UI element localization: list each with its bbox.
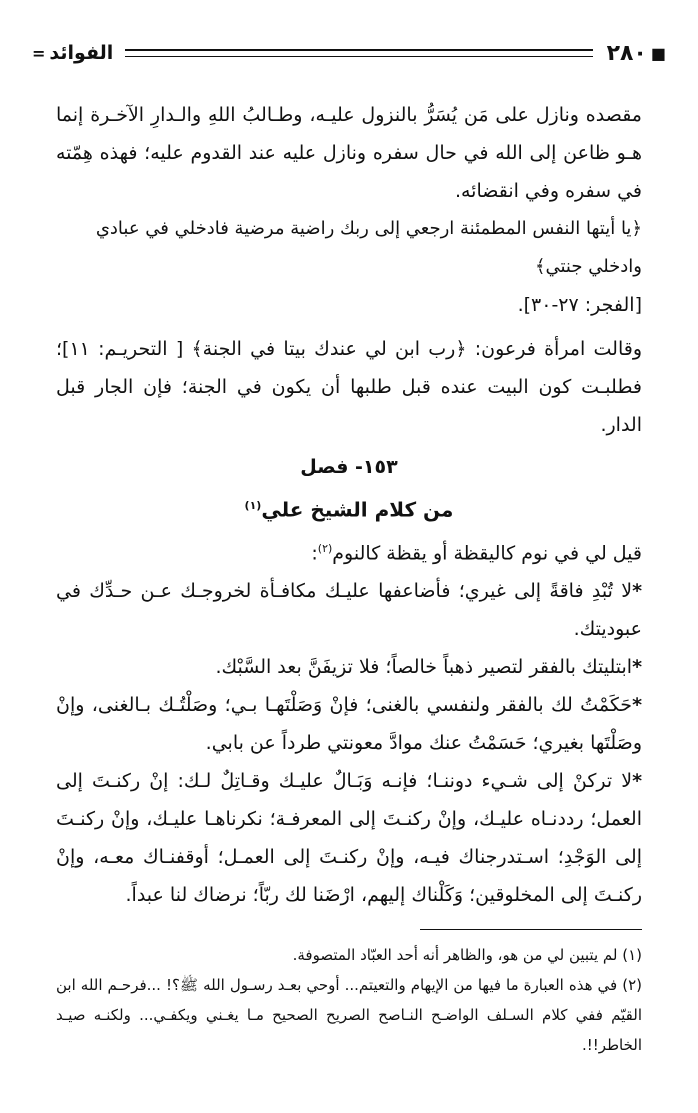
page-header <box>28 38 670 68</box>
saying-2-text: ابتليتك بالفقر لتصير ذهباً خالصاً؛ فلا تزيفَنَّ بعد السَّبْك. <box>215 655 633 678</box>
quran-verse-2: ﴿رب ابن لي عندك بيتا في الجنة﴾ <box>191 338 467 360</box>
saying-1-text: لا تُبْدِ فاقةً إلى غيري؛ فأضاعفها عليـك مكافـأة لخروجـك عـن حـدِّك في عبوديتك. <box>56 579 642 640</box>
section-title-footnote-ref: (١) <box>244 499 262 512</box>
bullet-star: * <box>632 579 642 602</box>
saying-1 <box>56 572 642 648</box>
page-number: ٢٨٠ <box>606 40 647 66</box>
bullet-star: * <box>632 655 642 678</box>
footnotes <box>56 940 642 1060</box>
section-title-text: من كلام الشيخ علي <box>261 497 454 522</box>
saying-2 <box>56 648 642 686</box>
footnote-1: (١) لم يتبين لي من هو، والظاهر أنه أحد العبّاد المتصوفة. <box>292 946 642 964</box>
quran-verse-1 <box>56 210 642 286</box>
sayings-intro-footnote-ref: (٢) <box>317 541 333 555</box>
sayings-intro-colon: : <box>311 541 318 564</box>
verse-1-text: ﴿يا أيتها النفس المطمئنة ارجعي إلى ربك راضية مرضية فادخلي في عبادي وادخلي جنتي﴾ <box>95 218 642 277</box>
saying-4 <box>56 762 642 914</box>
bullet-star: * <box>632 693 642 716</box>
paragraph-2-end: [ التحريـم: ١١]؛ فطلبـت كون البيت عنده قبل طلبها أن يكون في الجنة؛ فإن الجار قبل الدار. <box>56 338 642 436</box>
saying-3-text: حَكَمْتُ لك بالفقر ولنفسي بالغنى؛ فإنْ وَصَلْتَهـا بـي؛ وصَلْتُـك بـالغنى، وإنْ وصَلْتَها بغيري؛ حَسَمْتُ عنك موادَّ معونتي طرداً عن بابي. <box>56 693 642 754</box>
paragraph-2-start: وقالت امرأة فرعون: <box>466 338 643 360</box>
saying-3 <box>56 686 642 762</box>
bullet-star: * <box>632 769 642 792</box>
book-title: الفوائد <box>49 42 114 64</box>
saying-4-text: لا تركنْ إلى شـيء دوننـا؛ فإنـه وَبَـالٌ عليـك وقـاتِلٌ لـك: إنْ ركنـتَ إلى العمل؛ رددنـاه عليـك، وإنْ ركنـتَ إلى المعرفـة؛ نكرناهـا عليـك، وإنْ ركنـتَ إلى الوَجْدِ؛ اسـتدرجناك فيـه، وإنْ ركنـتَ إلى العمـل؛ أوقفنـاك معـه، وإنْ ركنـتَ إلى المخلوقين؛ وَكَلْناك إليهم، ارْضَنا لك ربّاً؛ نرضاك لنا عبداً. <box>56 769 642 906</box>
footnote-2: (٢) في هذه العبارة ما فيها من الإيهام والتعيتم... أوحي بعـد رسـول الله ﷺ؟! ...فرحـم الله ابن القيّم ففي كلام السـلف الواضـح النـاصح الصريح الصحيح مـا يغـني ويكفـي... ولكنـه صيـد الخاطر!!. <box>56 976 642 1054</box>
section-title <box>56 486 642 530</box>
section-number: ١٥٣- فصل <box>300 456 398 478</box>
footnote-separator <box>420 929 642 930</box>
verse-1-reference: [الفجر: ٢٧-٣٠]. <box>517 294 642 316</box>
header-rule <box>125 49 592 57</box>
sayings-intro-text: قيل لي في نوم كاليقظة أو يقظة كالنوم <box>332 541 642 564</box>
page-body <box>56 96 642 914</box>
paragraph-2 <box>56 330 642 444</box>
header-dash-left: = <box>32 43 46 63</box>
paragraph-1: مقصده ونازل على مَن يُسَرُّ بالنزول عليـه، وطـالبُ اللهِ والـدارِ الآخـرة إنما هـو ظاعن إلى الله في حال سفره ونازل عليه عند القدوم عليه؛ فهذه هِمّته في سفره وفي انقضائه. <box>56 104 642 202</box>
header-dash-right: ■ <box>650 43 666 63</box>
sayings-intro <box>56 530 642 572</box>
